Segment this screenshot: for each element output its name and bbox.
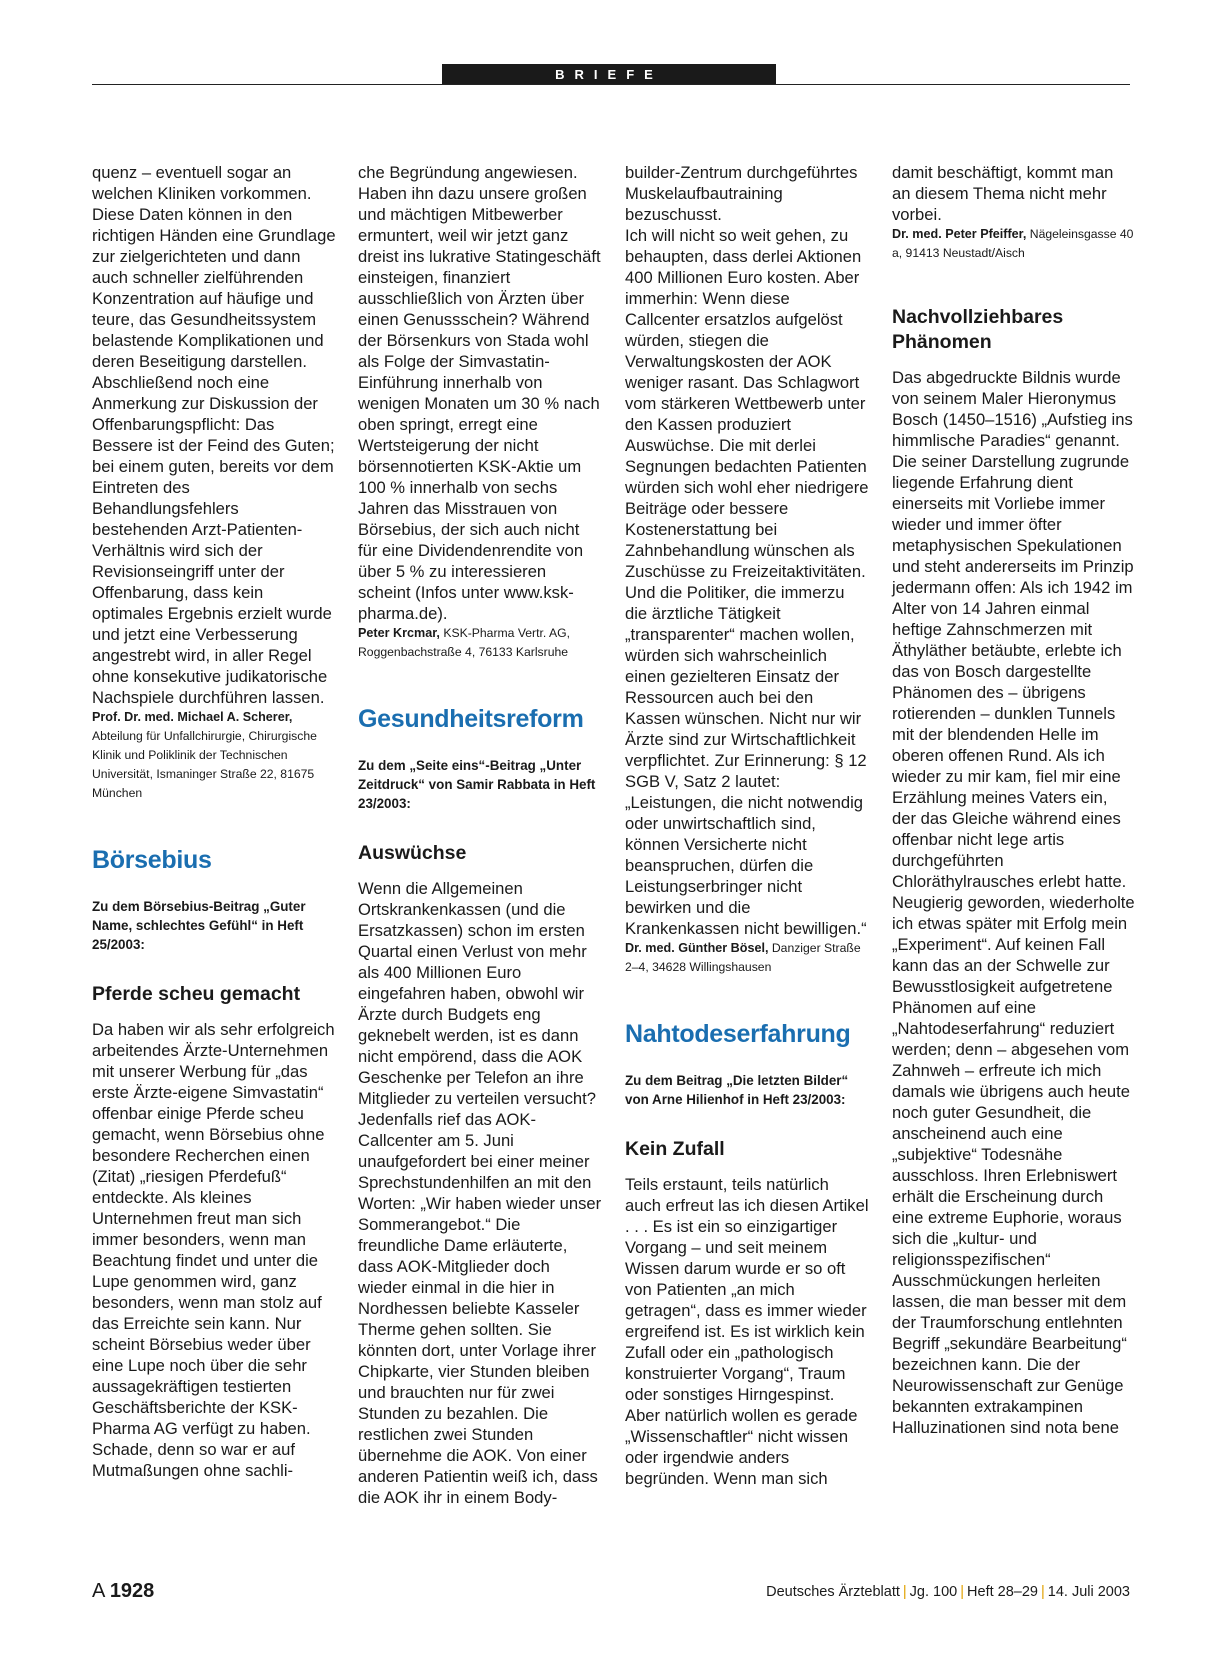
letter-text: damit beschäftigt, kommt man an diesem Thema nicht mehr vorbei. xyxy=(892,163,1114,224)
author-address: Nägeleinsgasse 40 a, 91413 Neustadt/Aisch xyxy=(892,227,1134,260)
column-1 xyxy=(92,162,336,1481)
separator: | xyxy=(960,1584,965,1600)
rubric-label: BRIEFE xyxy=(442,64,776,85)
author-name: Peter Krcmar, xyxy=(358,626,440,640)
letter-headline: Auswüchse xyxy=(358,842,467,864)
header-rule xyxy=(92,84,1130,85)
separator: | xyxy=(1040,1584,1045,1600)
letter-text: Das abgedruckte Bildnis wurde von seinem Maler Hieronymus Bosch (1450–1516) „Aufstieg ins himmlische Paradies“ genannt. Die seiner Darstellung zugrunde liegende Erfahrung dient einerseits mit Vorliebe immer wieder und immer öfter metaphysischen Spekulationen und steht andererseits im Prinzip jedermann offen: Als ich 1942 im Alter von 14 Jahren einmal heftige Zahnschmerzen mit Äthyläther betäubte, erlebte ich das von Bosch dargestellte Phänomen des – übrigens rotierenden – dunklen Tunnels mit der blendenden Helle im oberen offenen Rund. Als ich wieder zu mir kam, fiel mir eine Erzählung meines Vaters ein, der das Gleiche während eines offenbar nicht lege artis durchgeführten Chloräthylrausches erlebt hatte. Neugierig geworden, wiederholte ich etwas später mit Erfolg mein „Experiment“. Auf keinen Fall kann das an der Schwelle zur Bewusstlosigkeit aufgetretene Phänomen auf eine „Nahtodeserfahrung“ reduziert werden; denn – abgesehen vom Zahnweh – erfreute ich mich damals wie übrigens auch heute noch guter Gesundheit, die anscheinend auch eine „subjektive“ Todesnähe ausschloss. Ihren Erlebniswert erhält die Erscheinung durch eine extreme Euphorie, woraus sich die „kultur- und religionsspezifischen“ Ausschmückungen herleiten lassen, die man besser mit dem der Traumforschung entlehnten Begriff „sekundäre Bearbeitung“ bezeichnen kann. Die der Neurowissenschaft zur Genüge bekannten extrakampinen Halluzinationen sind nota bene xyxy=(892,368,1135,1437)
author-name: Dr. med. Peter Pfeiffer, xyxy=(892,227,1027,241)
letter-text: quenz – eventuell sogar an welchen Kliniken vorkommen. Diese Daten können in den richtigen Händen eine Grundlage zur zielgerichteten und dann auch schneller zielführenden Konzentration auf häufige und teure, das Gesundheitssystem belastende Komplikationen und deren Beseitigung darstellen. Abschließend noch eine Anmerkung zur Diskussion der Offenbarungspflicht: Das Bessere ist der Feind des Guten; bei einem guten, bereits vor dem Eintreten des Behandlungsfehlers bestehenden Arzt-Patienten-Verhältnis wird sich der Revisionseingriff unter der Offenbarung, dass kein optimales Ergebnis erzielt wurde und jetzt eine Verbesserung angestrebt wird, in aller Regel ohne konsekutive judikatorische Nachspiele durchführen lassen. xyxy=(92,163,336,707)
section-heading: Gesundheitsreform xyxy=(358,705,584,733)
column-4 xyxy=(892,162,1136,1438)
letter-headline: Nachvollziehbares Phänomen xyxy=(892,306,1064,353)
column-3 xyxy=(625,162,869,1489)
letter-text: che Begründung angewiesen. Haben ihn dazu unsere großen und mächtigen Mitbewerber ermuntert, weil wir jetzt ganz dreist ins lukrative Statingeschäft einsteigen, finanziert ausschließlich von Ärzten über einen Genussschein? Während der Börsenkurs von Stada wohl als Folge der Simvastatin-Einführung innerhalb von wenigen Monaten um 30 % nach oben springt, erregt eine Wertsteigerung der nicht börsennotierten KSK-Aktie um 100 % innerhalb von sechs Jahren das Misstrauen von Börsebius, der sich auch nicht für eine Dividendenrendite von über 5 % zu interessieren scheint (Infos unter www.ksk-pharma.de). xyxy=(358,163,601,623)
author-name: Prof. Dr. med. Michael A. Scherer, xyxy=(92,710,293,724)
publication-info xyxy=(766,1584,1130,1600)
letter-signature xyxy=(625,939,869,977)
section-heading: Börsebius xyxy=(92,846,212,874)
page-prefix: A xyxy=(92,1580,105,1602)
letter-text: Teils erstaunt, teils natürlich auch erfreut las ich diesen Artikel . . . Es ist ein so einzigartiger Vorgang – und seit meinem Wissen darum wurde er so oft von Patienten „an mich getragen“, dass es immer wieder ergreifend ist. Es ist wirklich kein Zufall oder ein „pathologisch konstruierter Vorgang“, Traum oder sonstiges Hirngespinst. Aber natürlich wollen es gerade „Wissenschaftler“ nicht wissen oder irgendwie anders begründen. Wenn man sich xyxy=(625,1175,869,1488)
letter-headline: Kein Zufall xyxy=(625,1138,725,1160)
letter-headline: Pferde scheu gemacht xyxy=(92,983,301,1005)
separator: | xyxy=(902,1584,907,1600)
author-address: Danziger Straße 2–4, 34628 Willingshausen xyxy=(625,941,861,974)
issue: Heft 28–29 xyxy=(967,1584,1038,1600)
volume: Jg. 100 xyxy=(909,1584,958,1600)
letter-text: Ich will nicht so weit gehen, zu behaupten, dass derlei Aktionen 400 Millionen Euro kosten. Aber immerhin: Wenn diese Callcenter ersatzlos aufgelöst würden, stiegen die Verwaltungskosten der AOK weniger rasant. Das Schlagwort vom stärkeren Wettbewerb unter den Kassen produziert Auswüchse. Die mit derlei Segnungen bedachten Patienten würden sich wohl eher niedrigere Beiträge oder bessere Kostenerstattung bei Zahnbehandlung wünschen als Zuschüsse zu Freizeitaktivitäten. Und die Politiker, die immerzu die ärztliche Tätigkeit „transparenter“ machen wollen, würden sich wahrscheinlich einen gezielteren Einsatz der Ressourcen auch bei den Kassen wünschen. Nicht nur wir Ärzte sind zur Wirtschaftlichkeit verpflichtet. Zur Erinnerung: § 12 SGB V, Satz 2 lautet: „Leistungen, die nicht notwendig oder unwirtschaftlich sind, können Versicherte nicht beanspruchen, dürfen die Leistungserbringer nicht bewirken und die Krankenkassen nicht bewilligen.“ xyxy=(625,226,869,938)
letter-signature xyxy=(92,708,336,803)
article-reference: Zu dem Beitrag „Die letzten Bilder“ von Arne Hilienhof in Heft 23/2003: xyxy=(625,1073,849,1107)
section-heading: Nahtodeserfahrung xyxy=(625,1020,851,1048)
article-reference: Zu dem Börsebius-Beitrag „Guter Name, schlechtes Gefühl“ in Heft 25/2003: xyxy=(92,899,306,952)
article-reference: Zu dem „Seite eins“-Beitrag „Unter Zeitdruck“ von Samir Rabbata in Heft 23/2003: xyxy=(358,758,596,811)
letter-signature xyxy=(892,225,1136,263)
letter-text: Da haben wir als sehr erfolgreich arbeitendes Ärzte-Unternehmen mit unserer Werbung für „das erste Ärzte-eigene Simvastatin“ offenbar einige Pferde scheu gemacht, wenn Börsebius ohne besondere Recherchen einen (Zitat) „riesigen Pferdefuß“ entdeckte. Als kleines Unternehmen freut man sich immer besonders, wenn man Beachtung findet und unter die Lupe genommen wird, ganz besonders, wenn man stolz auf das Erreichte sein kann. Nur scheint Börsebius weder über eine Lupe noch über die sehr aussagekräftigen testierten Geschäftsberichte der KSK-Pharma AG verfügt zu haben. Schade, denn so war er auf Mutmaßungen ohne sachli- xyxy=(92,1020,335,1480)
page-number xyxy=(92,1580,154,1603)
journal-name: Deutsches Ärzteblatt xyxy=(766,1584,900,1600)
page-number-value: 1928 xyxy=(109,1580,155,1602)
author-address: KSK-Pharma Vertr. AG, Roggenbachstraße 4, 76133 Karlsruhe xyxy=(358,626,570,659)
letter-text: Wenn die Allgemeinen Ortskrankenkassen (und die Ersatzkassen) schon im ersten Quartal einen Verlust von mehr als 400 Millionen Euro eingefahren haben, obwohl wir Ärzte durch Budgets eng geknebelt werden, ist es dann nicht empörend, dass die AOK Geschenke per Telefon an ihre Mitglieder zu verteilen versucht? Jedenfalls rief das AOK-Callcenter am 5. Juni unaufgefordert bei einer meiner Sprechstundenhilfen an mit den Worten: „Wir haben wieder unser Sommerangebot.“ Die freundliche Dame erläuterte, dass AOK-Mitglieder doch wieder einmal in die hier in Nordhessen beliebte Kasseler Therme gehen sollten. Sie könnten dort, unter Vorlage ihrer Chipkarte, vier Stunden bleiben und brauchten nur für zwei Stunden zu bezahlen. Die restlichen zwei Stunden übernehme die AOK. Von einer anderen Patientin weiß ich, dass die AOK ihr in einem Body- xyxy=(358,879,602,1507)
author-address: Abteilung für Unfallchirurgie, Chirurgische Klinik und Poliklinik der Technischen Universität, Ismaninger Straße 22, 81675 München xyxy=(92,729,317,800)
letter-text: builder-Zentrum durchgeführtes Muskelaufbautraining bezuschusst. xyxy=(625,163,858,224)
letter-signature xyxy=(358,624,602,662)
issue-date: 14. Juli 2003 xyxy=(1047,1584,1130,1600)
author-name: Dr. med. Günther Bösel, xyxy=(625,941,769,955)
column-2 xyxy=(358,162,602,1508)
